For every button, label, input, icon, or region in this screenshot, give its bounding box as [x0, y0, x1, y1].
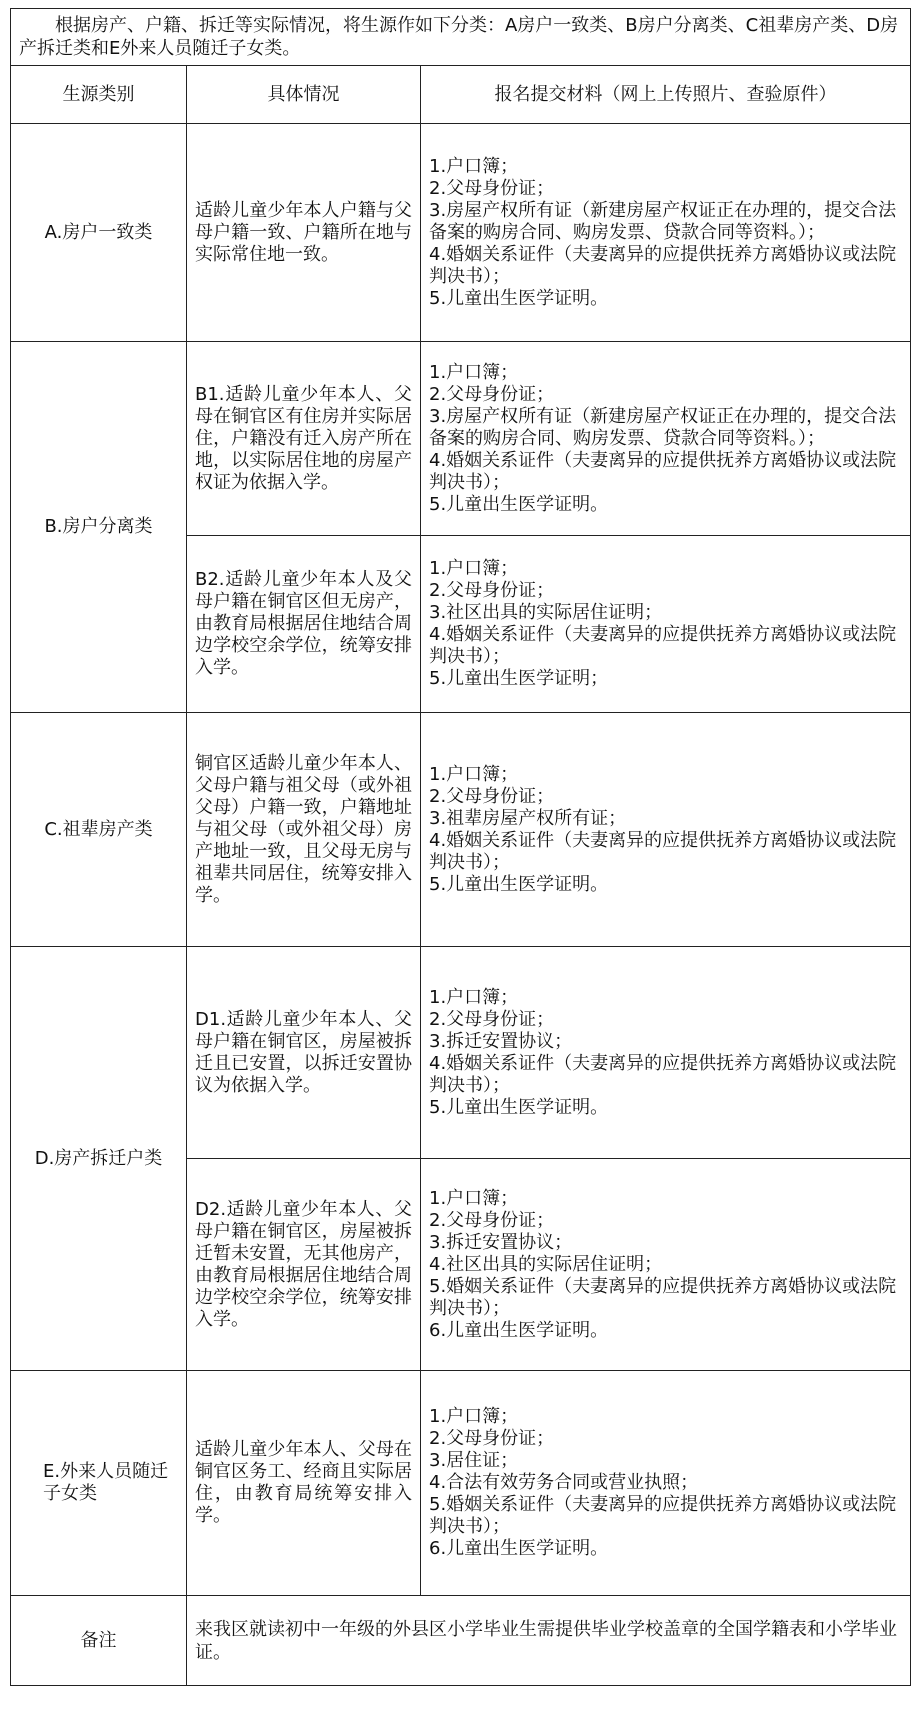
- material-item: 2.父母身份证；: [429, 785, 555, 807]
- material-item: 5.儿童出生医学证明。: [429, 493, 609, 515]
- note-label: 备注: [11, 1596, 187, 1686]
- note-row: [11, 1596, 911, 1686]
- material-item: 4.婚姻关系证件（夫妻离异的应提供抚养方离婚协议或法院判决书）；: [429, 829, 897, 873]
- header-row: [11, 66, 911, 124]
- material-item: 4.社区出具的实际居住证明；: [429, 1253, 663, 1275]
- material-item: 4.婚姻关系证件（夫妻离异的应提供抚养方离婚协议或法院判决书）；: [429, 449, 897, 493]
- note-text: 来我区就读初中一年级的外县区小学毕业生需提供毕业学校盖章的全国学籍表和小学毕业证。: [187, 1596, 911, 1686]
- category-c: C.祖辈房产类: [11, 713, 187, 947]
- header-materials: 报名提交材料（网上上传照片、查验原件）: [421, 66, 911, 124]
- material-item: 2.父母身份证；: [429, 580, 555, 601]
- material-item: 1.户口簿；: [429, 1406, 519, 1427]
- materials-d1: [421, 947, 911, 1159]
- material-item: 3.祖辈房屋产权所有证；: [429, 807, 627, 829]
- material-item: 3.社区出具的实际居住证明；: [429, 602, 663, 623]
- material-item: 3.房屋产权所有证（新建房屋产权证正在办理的，提交合法备案的购房合同、购房发票、贷款合同等资料。）；: [429, 199, 897, 243]
- row-d1: [11, 947, 911, 1159]
- material-item: 2.父母身份证；: [429, 383, 555, 405]
- material-item: 2.父母身份证；: [429, 1209, 555, 1231]
- material-item: 5.儿童出生医学证明。: [429, 287, 609, 309]
- material-item: 5.婚姻关系证件（夫妻离异的应提供抚养方离婚协议或法院判决书）；: [429, 1275, 897, 1319]
- material-item: 5.婚姻关系证件（夫妻离异的应提供抚养方离婚协议或法院判决书）；: [429, 1494, 897, 1537]
- detail-b2: B2.适龄儿童少年本人及父母户籍在铜官区但无房产，由教育局根据居住地结合周边学校空余学位，统筹安排入学。: [187, 536, 421, 713]
- material-item: 1.户口簿；: [429, 155, 519, 177]
- material-item: 2.父母身份证；: [429, 177, 555, 199]
- intro-row: [11, 9, 911, 66]
- material-item: 4.婚姻关系证件（夫妻离异的应提供抚养方离婚协议或法院判决书）；: [429, 1052, 897, 1096]
- material-item: 3.居住证；: [429, 1450, 519, 1471]
- material-item: 4.婚姻关系证件（夫妻离异的应提供抚养方离婚协议或法院判决书）；: [429, 624, 897, 667]
- category-d: D.房产拆迁户类: [11, 947, 187, 1371]
- header-detail: 具体情况: [187, 66, 421, 124]
- material-item: 2.父母身份证；: [429, 1008, 555, 1030]
- materials-c: [421, 713, 911, 947]
- row-b1: [11, 342, 911, 536]
- category-e: E.外来人员随迁子女类: [11, 1371, 187, 1596]
- materials-b1: [421, 342, 911, 536]
- detail-e: 适龄儿童少年本人、父母在铜官区务工、经商且实际居住，由教育局统筹安排入学。: [187, 1371, 421, 1596]
- material-item: 2.父母身份证；: [429, 1428, 555, 1449]
- material-item: 1.户口簿；: [429, 558, 519, 579]
- intro-text: 根据房产、户籍、拆迁等实际情况，将生源作如下分类：A房户一致类、B房户分离类、C祖辈房产类、D房产拆迁类和E外来人员随迁子女类。: [11, 9, 911, 66]
- row-a: [11, 124, 911, 342]
- materials-e: [421, 1371, 911, 1596]
- material-item: 6.儿童出生医学证明。: [429, 1319, 609, 1341]
- row-e: [11, 1371, 911, 1596]
- material-item: 3.房屋产权所有证（新建房屋产权证正在办理的，提交合法备案的购房合同、购房发票、贷款合同等资料。）；: [429, 405, 897, 449]
- material-item: 3.拆迁安置协议；: [429, 1231, 573, 1253]
- category-b: B.房户分离类: [11, 342, 187, 713]
- material-item: 4.合法有效劳务合同或营业执照；: [429, 1472, 699, 1493]
- material-item: 4.婚姻关系证件（夫妻离异的应提供抚养方离婚协议或法院判决书）；: [429, 243, 897, 287]
- materials-a: [421, 124, 911, 342]
- material-item: 5.儿童出生医学证明。: [429, 1096, 609, 1118]
- detail-c: 铜官区适龄儿童少年本人、父母户籍与祖父母（或外祖父母）户籍一致，户籍地址与祖父母（或外祖父母）房产地址一致，且父母无房与祖辈共同居住，统筹安排入学。: [187, 713, 421, 947]
- material-item: 5.儿童出生医学证明；: [429, 668, 609, 689]
- detail-a: 适龄儿童少年本人户籍与父母户籍一致、户籍所在地与实际常住地一致。: [187, 124, 421, 342]
- material-item: 5.儿童出生医学证明。: [429, 873, 609, 895]
- material-item: 1.户口簿；: [429, 1187, 519, 1209]
- detail-d1: D1.适龄儿童少年本人、父母户籍在铜官区，房屋被拆迁且已安置，以拆迁安置协议为依据入学。: [187, 947, 421, 1159]
- category-a: A.房户一致类: [11, 124, 187, 342]
- row-c: [11, 713, 911, 947]
- document-page: [10, 8, 910, 1686]
- material-item: 3.拆迁安置协议；: [429, 1030, 573, 1052]
- detail-b1: B1.适龄儿童少年本人、父母在铜官区有住房并实际居住，户籍没有迁入房产所在地，以实际居住地的房屋产权证为依据入学。: [187, 342, 421, 536]
- material-item: 1.户口簿；: [429, 986, 519, 1008]
- enrollment-category-table: [10, 8, 911, 1686]
- material-item: 1.户口簿；: [429, 763, 519, 785]
- header-category: 生源类别: [11, 66, 187, 124]
- materials-d2: [421, 1159, 911, 1371]
- materials-b2: [421, 536, 911, 713]
- material-item: 6.儿童出生医学证明。: [429, 1538, 609, 1559]
- detail-d2: D2.适龄儿童少年本人、父母户籍在铜官区，房屋被拆迁暂未安置，无其他房产，由教育局根据居住地结合周边学校空余学位，统筹安排入学。: [187, 1159, 421, 1371]
- material-item: 1.户口簿；: [429, 361, 519, 383]
